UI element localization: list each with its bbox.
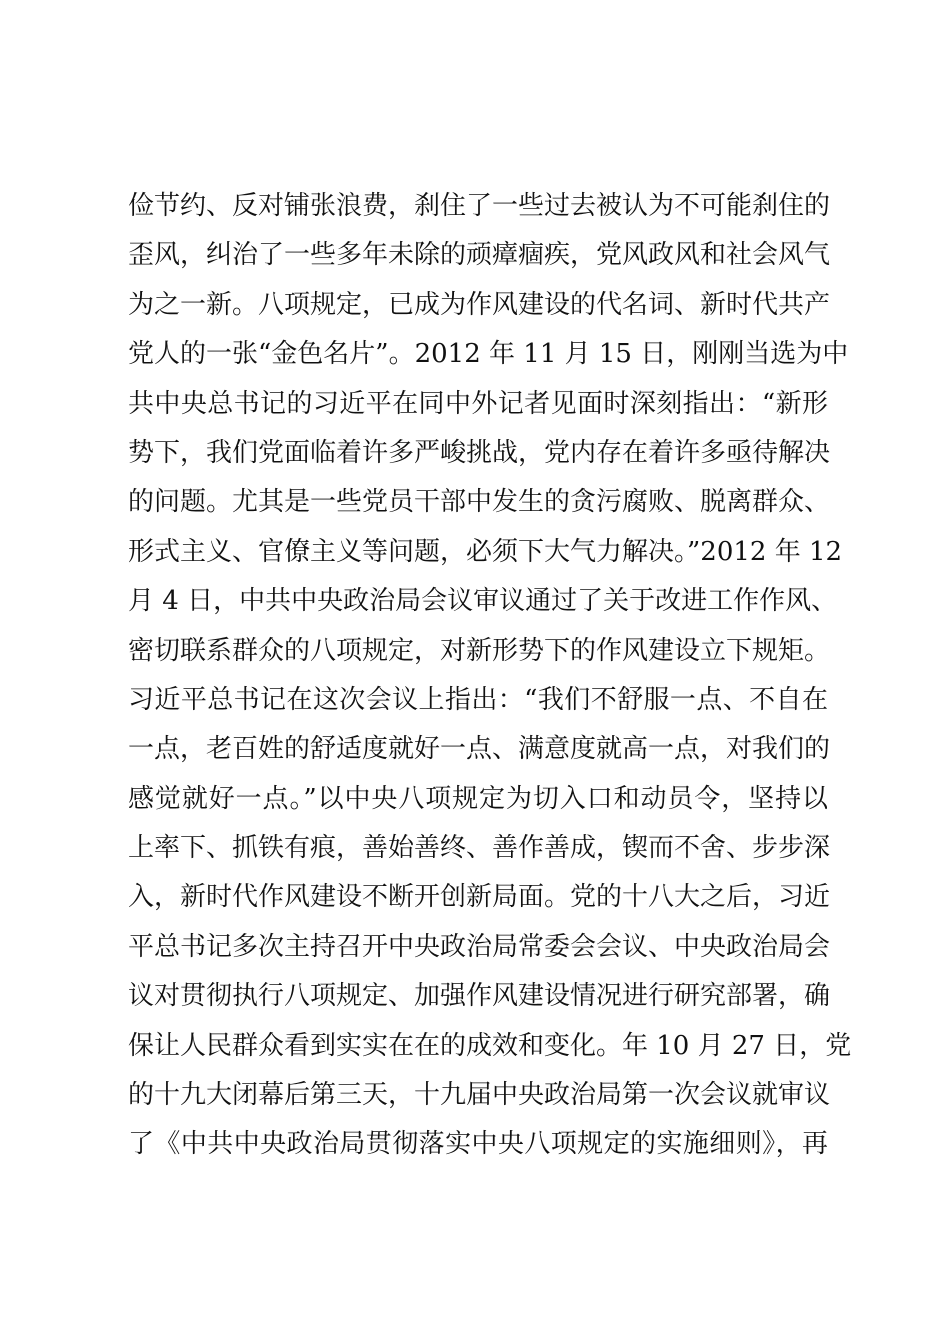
text-line: 一点，老百姓的舒适度就好一点、满意度就高一点，对我们的 (128, 734, 831, 765)
text-line: 歪风，纠治了一些多年未除的顽瘴痼疾，党风政风和社会风气 (128, 240, 831, 271)
text-line: 月 4 日，中共中央政治局会议审议通过了关于改进工作作风、 (128, 586, 838, 617)
text-line: 俭节约、反对铺张浪费，刹住了一些过去被认为不可能刹住的 (128, 191, 831, 221)
text-line: 习近平总书记在这次会议上指出：“我们不舒服一点、不自在 (128, 684, 828, 715)
text-line: 的问题。尤其是一些党员干部中发生的贪污腐败、脱离群众、 (128, 487, 831, 518)
text-line: 上率下、抓铁有痕，善始善终、善作善成，锲而不舍、步步深 (128, 833, 831, 864)
text-line: 的十九大闭幕后第三天，十九届中央政治局第一次会议就审议 (128, 1080, 831, 1111)
text-line: 共中央总书记的习近平在同中外记者见面时深刻指出：“新形 (128, 388, 828, 419)
text-line: 议对贯彻执行八项规定、加强作风建设情况进行研究部署，确 (128, 981, 831, 1012)
body-text (128, 182, 852, 1170)
text-line: 为之一新。八项规定，已成为作风建设的代名词、新时代共产 (128, 289, 831, 320)
text-line: 势下，我们党面临着许多严峻挑战，党内存在着许多亟待解决 (128, 437, 831, 468)
text-line: 形式主义、官僚主义等问题，必须下大气力解决。”2012 年 12 (128, 536, 843, 567)
text-line: 密切联系群众的八项规定，对新形势下的作风建设立下规矩。 (128, 635, 831, 666)
text-line: 党人的一张“金色名片”。2012 年 11 月 15 日，刚刚当选为中 (128, 339, 849, 370)
text-line: 入，新时代作风建设不断开创新局面。党的十八大之后，习近 (128, 882, 831, 913)
text-line: 了《中共中央政治局贯彻落实中央八项规定的实施细则》，再 (128, 1129, 828, 1160)
text-line: 感觉就好一点。”以中央八项规定为切入口和动员令，坚持以 (128, 783, 828, 814)
text-line: 保让人民群众看到实实在在的成效和变化。年 10 月 27 日，党 (128, 1030, 852, 1061)
text-line: 平总书记多次主持召开中央政治局常委会会议、中央政治局会 (128, 931, 831, 962)
